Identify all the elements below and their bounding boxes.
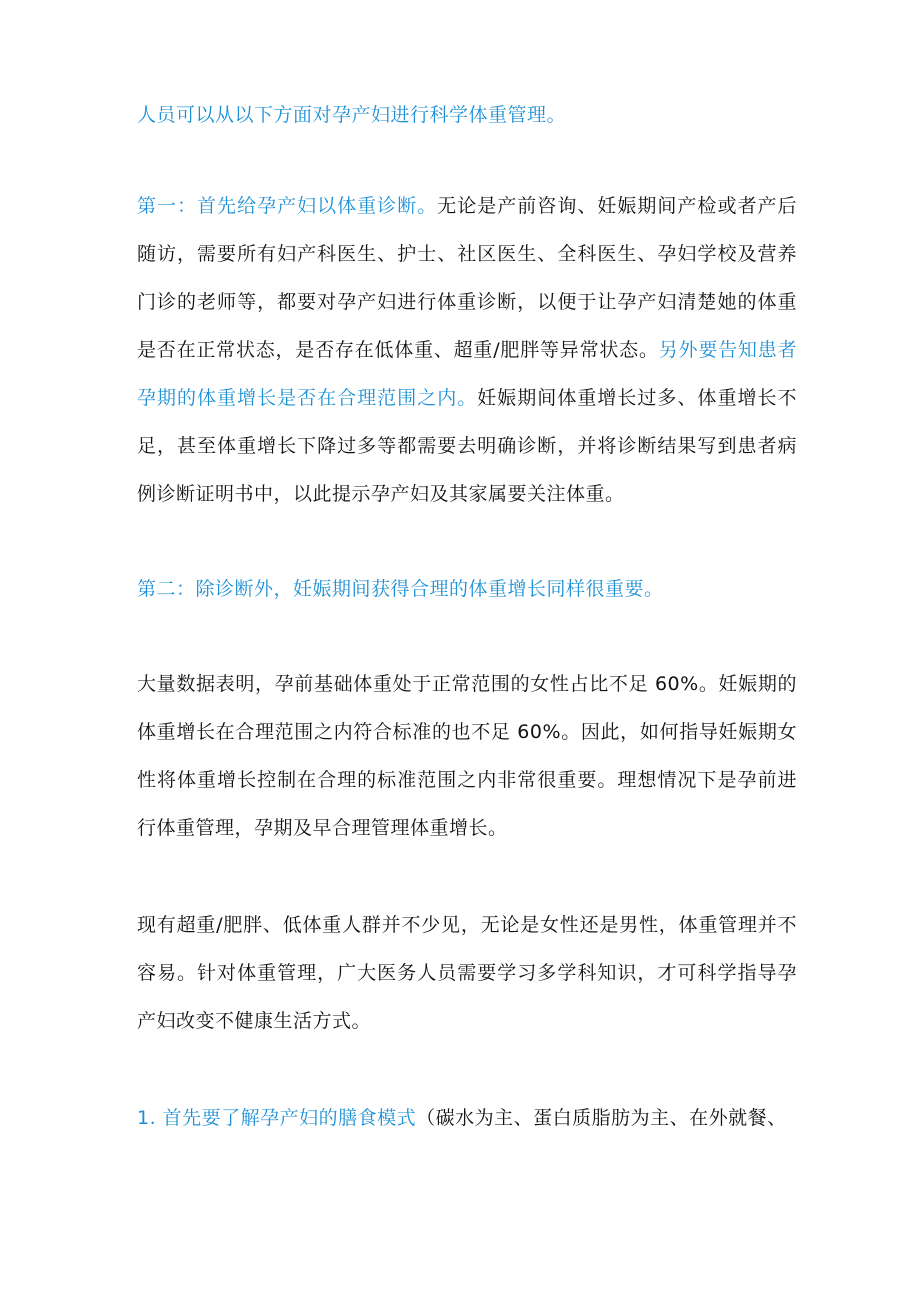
overweight-paragraph xyxy=(137,901,797,1045)
section1-lead: 第一：首先给孕产妇以体重诊断。 xyxy=(137,195,438,217)
item1-lead: 1. 首先要了解孕产妇的膳食模式 xyxy=(137,1107,417,1129)
item1-body: （碳水为主、蛋白质脂肪为主、在外就餐、 xyxy=(416,1107,787,1129)
section1-paragraph xyxy=(137,182,797,518)
data-paragraph-text: 大量数据表明，孕前基础体重处于正常范围的女性占比不足 60%。妊娠期的体重增长在合理范围之内符合标准的也不足 60%。因此，如何指导妊娠期女性将体重增长控制在合理的标准范围之内非常很重要。理想情况下是孕前进行体重管理，孕期及早合理管理体重增长。 xyxy=(137,673,797,839)
section1-mid-highlight: 另外要告知患者孕期的体重增长是否在合理范围之内。 xyxy=(137,339,797,409)
section1-body-2: 妊娠期间体重增长过多、体重增长不足，甚至体重增长下降过多等都需要去明确诊断，并将诊断结果写到患者病例诊断证明书中，以此提示孕产妇及其家属要关注体重。 xyxy=(137,387,797,505)
intro-paragraph xyxy=(137,91,797,139)
section2-lead: 第二：除诊断外，妊娠期间获得合理的体重增长同样很重要。 xyxy=(137,578,664,600)
item1-paragraph xyxy=(137,1094,797,1142)
section1-body-1: 无论是产前咨询、妊娠期间产检或者产后随访，需要所有妇产科医生、护士、社区医生、全科医生、孕妇学校及营养门诊的老师等，都要对孕产妇进行体重诊断，以便于让孕产妇清楚她的体重是否在正常状态，是否存在低体重、超重/肥胖等异常状态。 xyxy=(137,195,797,361)
overweight-paragraph-text: 现有超重/肥胖、低体重人群并不少见，无论是女性还是男性，体重管理并不容易。针对体重管理，广大医务人员需要学习多学科知识，才可科学指导孕产妇改变不健康生活方式。 xyxy=(137,914,797,1032)
data-paragraph xyxy=(137,660,797,852)
section2-paragraph xyxy=(137,565,797,613)
intro-highlight: 人员可以从以下方面对孕产妇进行科学体重管理。 xyxy=(137,104,567,126)
